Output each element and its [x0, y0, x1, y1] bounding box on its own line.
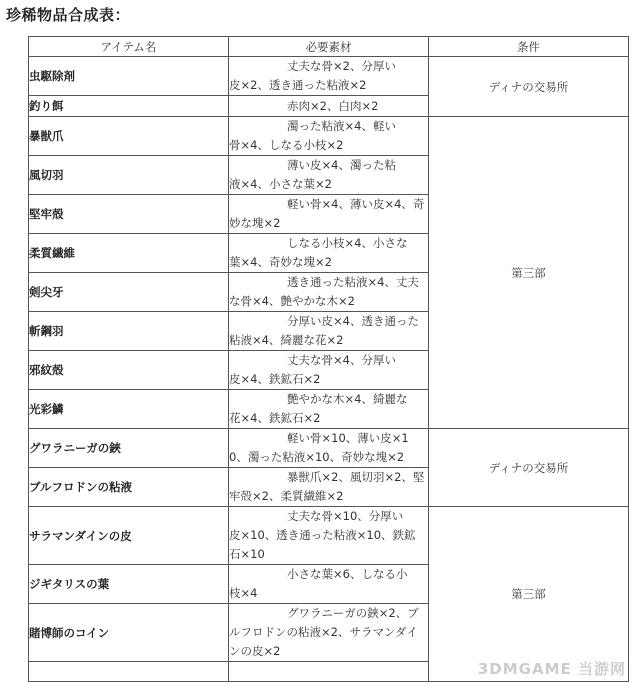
item-name-cell: グワラニーガの鋏	[29, 429, 229, 468]
column-header-item-name: アイテム名	[29, 37, 229, 57]
materials-line: 皮×4、鉄鉱石×2	[229, 372, 321, 386]
materials-line: 軽い骨×4、薄い皮×4、奇	[287, 197, 425, 211]
materials-line: 花×4、鉄鉱石×2	[229, 411, 321, 425]
materials-cell	[229, 195, 429, 234]
item-name-cell: ブルフロドンの粘液	[29, 468, 229, 507]
materials-line: ルフロドンの粘液×2、サラマンダイ	[229, 625, 418, 639]
table-row	[29, 507, 629, 565]
page-heading: 珍稀物品合成表：	[6, 6, 131, 24]
materials-line: 妙な塊×2	[229, 216, 281, 230]
column-header-condition: 条件	[429, 37, 629, 57]
item-name-cell	[29, 662, 229, 682]
table-row	[29, 429, 629, 468]
materials-line: 牢殻×2、柔質繊維×2	[229, 489, 344, 503]
item-name-cell: 斬鋼羽	[29, 312, 229, 351]
recipe-table	[28, 36, 629, 682]
materials-cell	[229, 273, 429, 312]
item-name-cell: 釣り餌	[29, 96, 229, 117]
table-row	[29, 117, 629, 156]
materials-line: 小さな葉×6、しなる小	[287, 567, 408, 581]
materials-cell	[229, 312, 429, 351]
materials-cell	[229, 351, 429, 390]
item-name-cell: 柔質繊維	[29, 234, 229, 273]
materials-line: 薄い皮×4、濁った粘	[287, 158, 396, 172]
item-name-cell: 光彩鱗	[29, 390, 229, 429]
materials-line: 骨×4、しなる小枝×2	[229, 138, 344, 152]
materials-cell	[229, 604, 429, 662]
materials-line: 軽い骨×10、薄い皮×1	[287, 431, 409, 445]
materials-cell	[229, 57, 429, 96]
item-name-cell: ジギタリスの葉	[29, 565, 229, 604]
materials-line: 丈夫な骨×4、分厚い	[287, 353, 396, 367]
materials-line: 葉×4、奇妙な塊×2	[229, 255, 332, 269]
materials-line: な骨×4、艶やかな木×2	[229, 294, 355, 308]
materials-line: ンの皮×2	[229, 644, 281, 658]
materials-line: 暴獣爪×2、風切羽×2、堅	[287, 470, 425, 484]
item-name-cell: サラマンダインの皮	[29, 507, 229, 565]
materials-line: 透き通った粘液×4、丈夫	[287, 275, 419, 289]
materials-cell	[229, 117, 429, 156]
materials-line: グワラニーガの鋏×2、ブ	[287, 606, 419, 620]
item-name-cell: 堅牢殻	[29, 195, 229, 234]
item-name-cell: 虫駆除剤	[29, 57, 229, 96]
condition-cell: 第三部	[429, 507, 629, 682]
condition-cell: 第三部	[429, 117, 629, 429]
materials-cell	[229, 390, 429, 429]
materials-line: 枝×4	[229, 586, 258, 600]
table-row	[29, 57, 629, 96]
materials-line: 0、濁った粘液×10、奇妙な塊×2	[229, 450, 405, 464]
materials-line: 皮×10、透き通った粘液×10、鉄鉱	[229, 528, 416, 542]
materials-cell	[229, 156, 429, 195]
materials-line: 分厚い皮×4、透き通った	[287, 314, 419, 328]
materials-line: 艶やかな木×4、綺麗な	[287, 392, 408, 406]
materials-line: 粘液×4、綺麗な花×2	[229, 333, 344, 347]
condition-cell: ディナの交易所	[429, 429, 629, 507]
materials-cell	[229, 468, 429, 507]
materials-cell	[229, 234, 429, 273]
column-header-materials: 必要素材	[229, 37, 429, 57]
materials-cell	[229, 96, 429, 117]
materials-line: 丈夫な骨×2、分厚い	[287, 59, 396, 73]
table-header-row	[29, 37, 629, 57]
site-watermark: 3DMGAME 当游网	[477, 660, 626, 678]
materials-line: 皮×2、透き通った粘液×2	[229, 78, 367, 92]
materials-line: 液×4、小さな葉×2	[229, 177, 332, 191]
condition-cell: ディナの交易所	[429, 57, 629, 117]
materials-line: 丈夫な骨×10、分厚い	[287, 509, 404, 523]
item-name-cell: 剣尖牙	[29, 273, 229, 312]
materials-line: 赤肉×2、白肉×2	[287, 98, 379, 113]
materials-line: しなる小枝×4、小さな	[287, 236, 408, 250]
materials-cell	[229, 507, 429, 565]
materials-cell	[229, 662, 429, 682]
item-name-cell: 風切羽	[29, 156, 229, 195]
materials-line: 濁った粘液×4、軽い	[287, 119, 396, 133]
item-name-cell: 邪紋殻	[29, 351, 229, 390]
materials-cell	[229, 429, 429, 468]
materials-line: 石×10	[229, 547, 265, 561]
item-name-cell: 暴獣爪	[29, 117, 229, 156]
item-name-cell: 賭博師のコイン	[29, 604, 229, 662]
materials-cell	[229, 565, 429, 604]
